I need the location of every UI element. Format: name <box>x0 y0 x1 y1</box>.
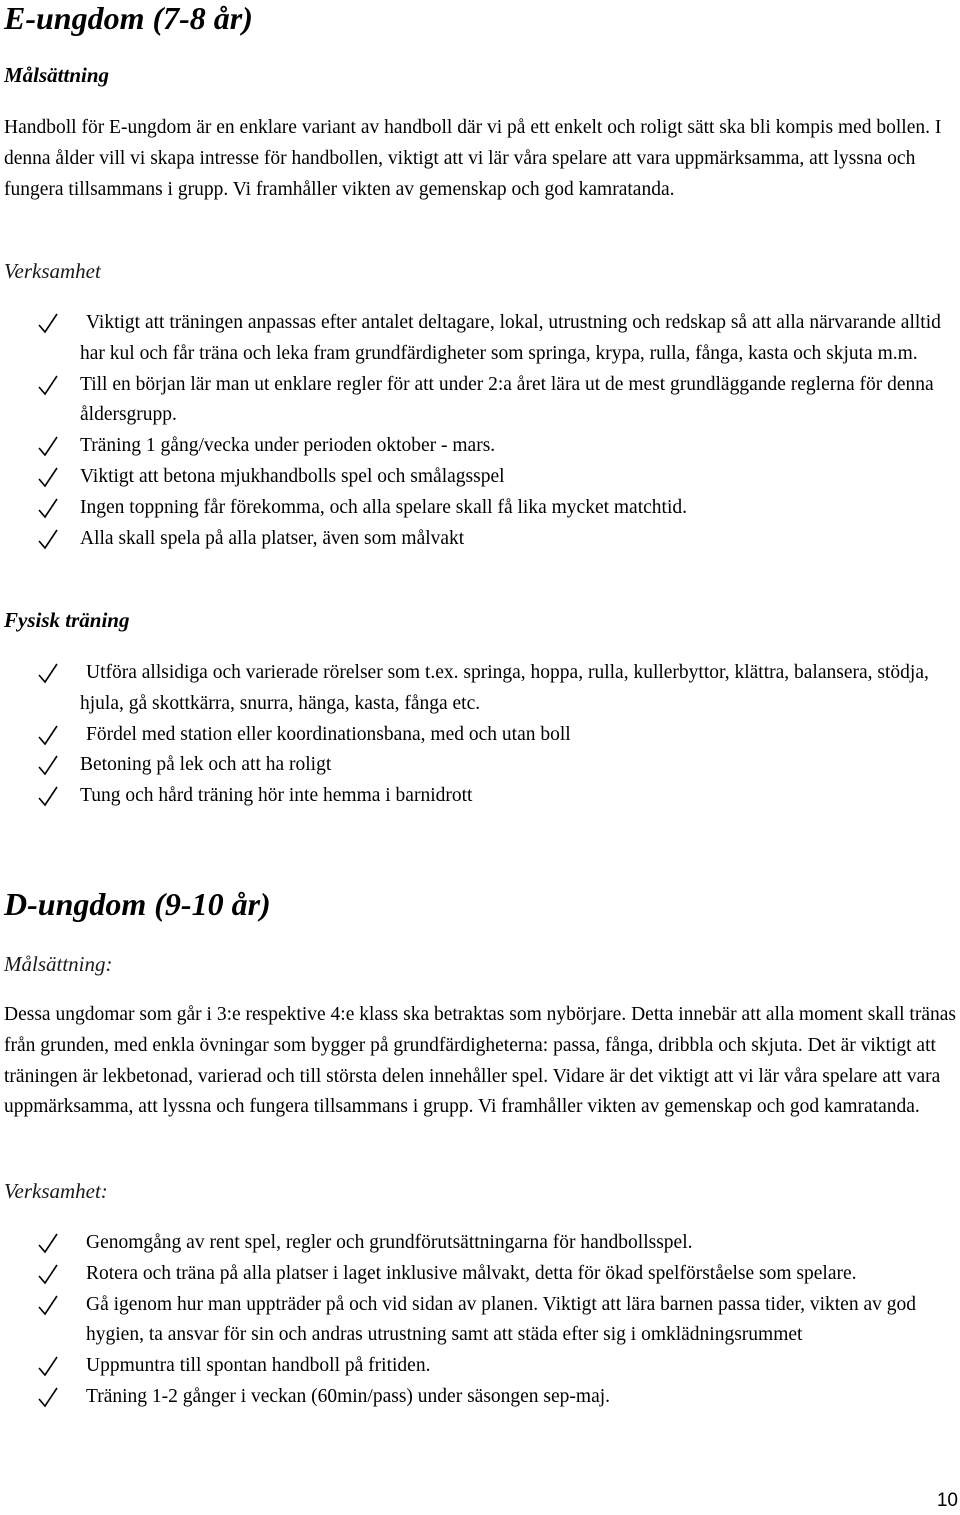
list-item-text: Uppmuntra till spontan handboll på fritiden. <box>86 1355 431 1377</box>
list-item <box>80 750 946 781</box>
section-d-title: D-ungdom (9-10 år) <box>4 886 271 922</box>
section-e-goal-text: Handboll för E-ungdom är en enklare variant av handboll där vi på ett enkelt och roligt sätt ska bli kompis med bollen. I denna ålder vill vi skapa intresse för handbollen, viktigt att vi lär våra spelare att vara uppmärksamma, att lyssna och fungera tillsammans i grupp. Vi framhåller vikten av gemenskap och god kamratanda. <box>4 117 942 200</box>
list-item-text: Viktigt att träningen anpassas efter antalet deltagare, lokal, utrustning och redskap så att alla närvarande alltid har kul och får träna och leka fram grundfärdigheter som springa, krypa, rulla, fånga, kasta och skjuta m.m. <box>80 312 941 364</box>
checkmark-icon <box>36 524 60 554</box>
section-e-physical-heading: Fysisk träning <box>4 608 130 632</box>
checkmark-icon <box>36 781 60 811</box>
section-d-goal-heading: Målsättning: <box>4 952 113 976</box>
section-e-activity-heading: Verksamhet <box>4 259 101 283</box>
section-e-physical-list <box>80 658 946 812</box>
list-item-text: Träning 1 gång/vecka under perioden oktober - mars. <box>80 435 496 457</box>
checkmark-icon <box>36 493 60 523</box>
checkmark-icon <box>36 1290 60 1320</box>
list-item <box>80 720 946 751</box>
checkmark-icon <box>36 462 60 492</box>
checkmark-icon <box>36 1259 60 1289</box>
list-item-text: Till en början lär man ut enklare regler för att under 2:a året lära ut de mest grundläggande reglerna för denna åldersgrupp. <box>80 373 934 426</box>
list-item <box>80 308 946 370</box>
checkmark-icon <box>36 370 60 400</box>
checkmark-icon <box>36 1228 60 1258</box>
page-number: 10 <box>936 1490 958 1511</box>
list-item <box>80 524 946 555</box>
list-item-text: Gå igenom hur man uppträder på och vid sidan av planen. Viktigt att lära barnen passa tider, vikten av god hygien, ta ansvar för sin och andras utrustning samt att städa efter sig i omklädningsrummet <box>86 1293 916 1346</box>
section-e-goal-heading: Målsättning <box>4 63 110 87</box>
list-item <box>86 1228 946 1259</box>
list-item <box>80 431 946 462</box>
list-item-text: Fördel med station eller koordinationsbana, med och utan boll <box>86 723 571 745</box>
list-item <box>80 370 946 432</box>
list-item-text: Alla skall spela på alla platser, även som målvakt <box>80 527 465 549</box>
checkmark-icon <box>36 658 60 688</box>
list-item-text: Utföra allsidiga och varierade rörelser som t.ex. springa, hoppa, rulla, kullerbyttor, klättra, balansera, stödja, hjula, gå skottkärra, snurra, hänga, kasta, fånga etc. <box>80 662 929 714</box>
checkmark-icon <box>36 1382 60 1412</box>
checkmark-icon <box>36 431 60 461</box>
list-item-text: Betoning på lek och att ha roligt <box>80 754 332 776</box>
list-item-text: Rotera och träna på alla platser i laget inklusive målvakt, detta för ökad spelförståelse som spelare. <box>86 1262 857 1284</box>
checkmark-icon <box>36 750 60 780</box>
list-item <box>80 462 946 493</box>
list-item-text: Träning 1-2 gånger i veckan (60min/pass) under säsongen sep-maj. <box>86 1385 611 1407</box>
checkmark-icon <box>36 720 60 750</box>
checkmark-icon <box>36 308 60 338</box>
section-e-activity-list <box>80 308 946 554</box>
list-item <box>86 1351 946 1382</box>
list-item <box>86 1259 946 1290</box>
list-item <box>80 781 946 812</box>
list-item <box>80 658 946 720</box>
section-d-goal-text: Dessa ungdomar som går i 3:e respektive 4:e klass ska betraktas som nybörjare. Detta innebär att alla moment skall tränas från grunden, med enkla övningar som bygger på grundfärdigheterna: passa, fånga, dribbla och skjuta. Det är viktigt att träningen är lekbetonad, varierad och till största delen innehåller spel. Vidare är det viktigt att vi lär våra spelare att vara uppmärksamma, att lyssna och fungera tillsammans i grupp. Vi framhåller vikten av gemenskap och god kamratanda. <box>4 1004 956 1118</box>
section-e-title: E-ungdom (7-8 år) <box>4 0 253 36</box>
checkmark-icon <box>36 1351 60 1381</box>
list-item <box>86 1382 946 1413</box>
section-d-activity-heading: Verksamhet: <box>4 1179 108 1203</box>
list-item-text: Viktigt att betona mjukhandbolls spel och smålagsspel <box>80 465 505 487</box>
list-item-text: Ingen toppning får förekomma, och alla spelare skall få lika mycket matchtid. <box>80 496 687 518</box>
list-item-text: Tung och hård träning hör inte hemma i barnidrott <box>80 785 473 807</box>
list-item <box>80 493 946 524</box>
section-d-activity-list <box>86 1228 946 1413</box>
list-item-text: Genomgång av rent spel, regler och grundförutsättningarna för handbollsspel. <box>86 1232 693 1253</box>
list-item <box>86 1290 946 1352</box>
